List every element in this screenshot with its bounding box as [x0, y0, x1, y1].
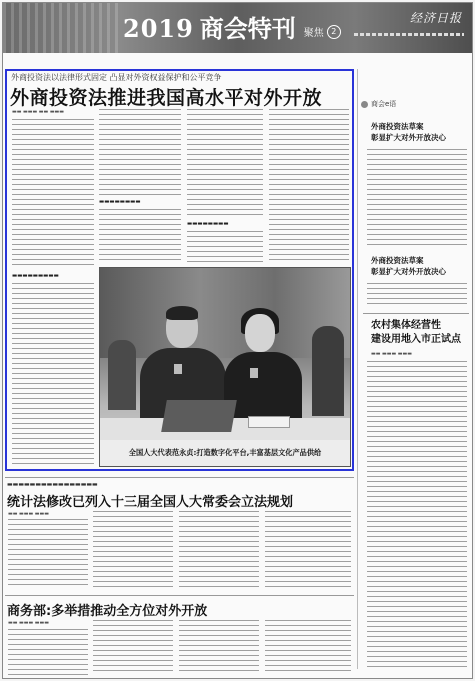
- feature-kicker: 外商投资法以法律形式固定 凸显对外资权益保护和公平竞争: [11, 73, 222, 82]
- feature-subhead-2: ▬▬▬▬▬▬▬▬: [99, 199, 141, 205]
- feature-photo: [99, 267, 351, 467]
- feature-text-col-3b: [187, 231, 263, 263]
- masthead: [3, 3, 472, 53]
- right-story-2-title-1: 外商投资法草案: [371, 256, 424, 265]
- right-story-2-text: [367, 283, 467, 307]
- story-3-text-1: [8, 629, 88, 675]
- feature-subhead-1: ▬▬▬▬▬▬▬▬▬: [12, 273, 59, 279]
- feature-headline: 外商投资法推进我国高水平对外开放: [10, 87, 323, 109]
- feature-text-col-1b: [12, 283, 94, 467]
- right-story-3-byline: ▬▬ ▬▬▬ ▬▬▬: [371, 351, 412, 357]
- right-story-1-title-2: 彰显扩大对外开放决心: [371, 133, 446, 142]
- page-number: 2: [327, 25, 341, 39]
- masthead-section: 商会特刊: [199, 15, 296, 43]
- right-story-1-text: [367, 149, 467, 245]
- story-2-kicker: ▬▬▬▬▬▬▬▬▬▬▬▬▬▬▬▬: [7, 481, 98, 488]
- feature-text-col-2b: [99, 209, 181, 263]
- story-2-headline: 统计法修改已列入十三届全国人大常委会立法规划: [7, 495, 294, 510]
- right-story-1-title-1: 外商投资法草案: [371, 122, 424, 131]
- feature-text-col-4: [269, 109, 349, 263]
- feature-text-col-3: [187, 109, 263, 217]
- bullet-icon: [361, 101, 368, 108]
- story-3-text-3: [179, 620, 259, 675]
- feature-text-col-2: [99, 109, 181, 195]
- story-2-byline: ▬▬ ▬▬▬ ▬▬▬: [8, 511, 49, 517]
- story-2-text-2: [93, 511, 173, 589]
- masthead-focus: 聚焦: [303, 28, 324, 39]
- column-tag: [361, 99, 396, 109]
- right-story-3-title-2: 建设用地入市正试点: [371, 334, 461, 345]
- feature-subhead-3: ▬▬▬▬▬▬▬▬: [187, 221, 229, 227]
- story-3-text-2: [93, 620, 173, 675]
- masthead-title: [123, 11, 341, 41]
- feature-byline: ▬▬ ▬▬▬ ▬▬ ▬▬▬: [12, 109, 65, 115]
- story-2-text-3: [179, 511, 259, 589]
- photo-caption: 全国人大代表范永贞:打造数字化平台,丰富基层文化产品供给: [128, 448, 322, 457]
- column-tag-label: 商会e语: [371, 100, 397, 108]
- right-story-2-title-2: 彰显扩大对外开放决心: [371, 267, 446, 276]
- newspaper-page: [2, 2, 473, 679]
- newspaper-logo: 经济日报: [409, 11, 462, 25]
- masthead-year: 2019: [123, 14, 194, 43]
- column-divider: [357, 69, 358, 669]
- story-3-byline: ▬▬ ▬▬▬ ▬▬▬: [8, 620, 49, 626]
- feature-text-col-1: [12, 119, 94, 269]
- feature-story[interactable]: [5, 69, 354, 471]
- story-2-text-1: [8, 519, 88, 589]
- masthead-dateline: [354, 33, 464, 36]
- story-3-text-4: [265, 620, 351, 675]
- story-3-headline: 商务部:多举措推动全方位对外开放: [7, 604, 208, 619]
- masthead-building-image: [3, 3, 123, 53]
- right-story-3-title-1: 农村集体经营性: [371, 320, 441, 331]
- story-2-text-4: [265, 511, 351, 589]
- right-story-3-text: [367, 361, 467, 671]
